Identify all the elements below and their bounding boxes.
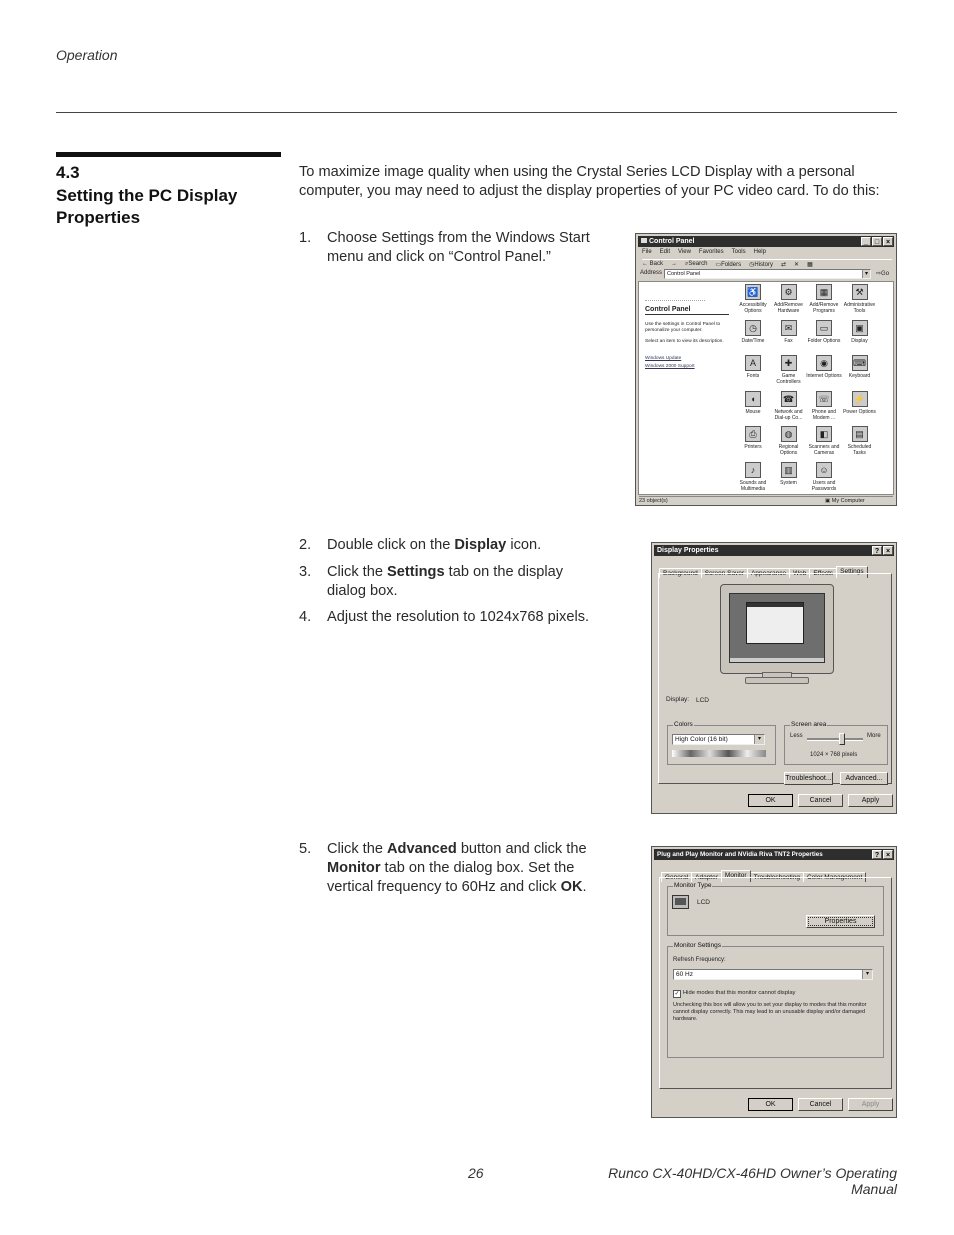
running-header: Operation xyxy=(56,47,118,63)
screen-area-group xyxy=(784,721,888,765)
cp-item-icon: ▭ xyxy=(816,320,832,336)
status-location: ▣ My Computer xyxy=(825,498,865,504)
step-number: 5. xyxy=(299,841,312,857)
ok-button[interactable]: OK xyxy=(748,1098,793,1111)
cp-item-regional-options[interactable] xyxy=(771,426,807,456)
cp-item-icon: ⌨ xyxy=(852,355,868,371)
folder-icon xyxy=(641,238,647,243)
step-1 xyxy=(299,229,619,269)
cp-item-label: Folder Options xyxy=(807,337,841,344)
intro-paragraph: To maximize image quality when using the Crystal Series LCD Display with a personal computer, you may need to adjust the display properties of your PC video card. To do this: xyxy=(299,164,880,199)
hide-modes-label: Hide modes that this monitor cannot display xyxy=(683,990,796,996)
step-number: 3. xyxy=(299,564,312,580)
close-button[interactable]: × xyxy=(883,237,893,246)
cp-item-icon: ⚒ xyxy=(852,284,868,300)
tab-adapter[interactable]: Adapter xyxy=(691,872,722,882)
cp-item-display[interactable] xyxy=(842,320,878,344)
cp-item-label: Scheduled Tasks xyxy=(847,444,872,456)
monitor-screen xyxy=(729,593,825,663)
cp-item-label: System xyxy=(780,479,797,486)
address-field[interactable]: Control Panel ▾ xyxy=(664,269,871,279)
step-5 xyxy=(299,840,619,900)
cp-item-label: Date/Time xyxy=(741,337,765,344)
cp-item-icon: ◷ xyxy=(745,320,761,336)
preview-window xyxy=(746,602,804,644)
cp-item-label: Display xyxy=(851,337,868,344)
address-label: Address xyxy=(640,270,663,276)
views-icon[interactable]: ▦ xyxy=(807,262,813,268)
step-4 xyxy=(299,608,619,628)
step-text: Double click on the Display icon. xyxy=(327,537,542,553)
cp-item-icon: ⎙ xyxy=(745,426,761,442)
chevron-down-icon[interactable]: ▾ xyxy=(754,735,764,744)
colors-group xyxy=(667,721,776,765)
status-bar xyxy=(639,496,893,506)
cp-item-keyboard[interactable] xyxy=(842,355,878,379)
cp-item-add-remove-hardware[interactable] xyxy=(771,284,807,314)
cp-item-label: Mouse xyxy=(745,408,761,415)
cp-item-label: Printers xyxy=(744,444,762,450)
cp-item-game-controllers[interactable] xyxy=(771,355,807,385)
monitor-settings-label: Monitor Settings xyxy=(674,942,721,949)
resolution-value: 1024 × 768 pixels xyxy=(810,752,858,758)
cp-item-label: Phone and Modem ... xyxy=(811,408,837,421)
menu-tools[interactable]: Tools xyxy=(731,249,746,255)
monitor-preview xyxy=(720,584,834,674)
section-title: Setting the PC Display Properties xyxy=(56,186,238,227)
tab-effects[interactable]: Effects xyxy=(809,568,837,578)
side-text-2: Select an item to view its description. xyxy=(645,339,724,344)
window-title: Display Properties xyxy=(657,547,719,554)
cp-item-power-options[interactable] xyxy=(842,391,878,415)
history-button[interactable]: ◷History xyxy=(749,262,774,268)
control-panel-window xyxy=(635,233,897,506)
cp-item-icon: ✚ xyxy=(781,355,797,371)
cp-item-icon: ▤ xyxy=(852,426,868,442)
cp-item-icon: A xyxy=(745,355,761,371)
delete-icon[interactable]: ✕ xyxy=(794,262,800,268)
cp-item-accessibility-options[interactable] xyxy=(735,284,771,314)
menu-bar xyxy=(642,249,766,255)
step-text: Adjust the resolution to 1024x768 pixels. xyxy=(327,609,590,625)
cp-item-label: Fonts xyxy=(746,373,760,379)
page-number: 26 xyxy=(468,1165,484,1181)
cp-item-network-and-dial-up-co[interactable] xyxy=(771,391,807,421)
cancel-button[interactable]: Cancel xyxy=(798,1098,843,1111)
search-button[interactable]: ⌕Search xyxy=(685,261,708,267)
section-number: 4.3 xyxy=(56,163,80,182)
menu-help[interactable]: Help xyxy=(753,249,766,255)
cp-item-icon: ☏ xyxy=(816,391,832,407)
cp-item-scheduled-tasks[interactable] xyxy=(842,426,878,456)
cp-item-icon: ✉ xyxy=(781,320,797,336)
cancel-button[interactable]: Cancel xyxy=(798,794,843,807)
cp-item-system[interactable] xyxy=(771,462,807,486)
tab-monitor[interactable]: Monitor xyxy=(721,870,751,882)
status-object-count: 23 object(s) xyxy=(639,498,668,504)
less-label: Less xyxy=(790,733,803,739)
cp-item-printers[interactable] xyxy=(735,426,771,450)
cp-item-fax[interactable] xyxy=(771,320,807,344)
tab-color-management[interactable]: Color Management xyxy=(803,872,866,882)
display-label: Display: xyxy=(666,696,690,703)
cp-item-folder-options[interactable] xyxy=(806,320,842,344)
cp-item-mouse[interactable] xyxy=(735,391,771,415)
toolbar xyxy=(642,259,892,268)
help-button[interactable]: ? xyxy=(872,546,882,555)
step-3 xyxy=(299,563,619,603)
cp-item-label: Add/Remove Programs xyxy=(809,302,839,314)
display-value: LCD xyxy=(696,697,710,704)
side-text-1: Use the settings in Control Panel to personalize your computer. xyxy=(645,322,721,333)
cp-item-label: Power Options xyxy=(843,408,876,415)
tab-settings[interactable]: Settings xyxy=(836,566,868,578)
header-rule xyxy=(56,112,897,113)
cp-item-label: Network and Dial-up Co... xyxy=(774,408,803,421)
cp-item-icon: ♿ xyxy=(745,284,761,300)
tab-background[interactable]: Background xyxy=(659,568,702,578)
cp-item-icon: ⚙ xyxy=(781,284,797,300)
hide-modes-checkbox[interactable]: ✓ xyxy=(674,991,680,997)
footer-title: Runco CX-40HD/CX-46HD Owner’s Operating Manual xyxy=(608,1165,897,1197)
apply-button[interactable]: Apply xyxy=(848,794,893,807)
menu-file[interactable]: File xyxy=(642,249,652,255)
step-number: 4. xyxy=(299,609,312,625)
refresh-frequency-select[interactable]: 60 Hz ▾ xyxy=(673,969,873,980)
cp-item-icon: ▥ xyxy=(781,462,797,478)
settings-panel xyxy=(658,573,892,784)
close-button[interactable]: × xyxy=(883,850,893,859)
minimize-button[interactable]: _ xyxy=(861,237,871,246)
cp-item-phone-and-modem[interactable] xyxy=(806,391,842,421)
troubleshoot-button[interactable]: Troubleshoot... xyxy=(784,772,833,785)
cp-item-scanners-and-cameras[interactable] xyxy=(806,426,842,456)
step-number: 1. xyxy=(299,230,312,246)
go-button[interactable]: ⇨Go xyxy=(876,271,890,277)
forward-icon[interactable]: → xyxy=(671,261,678,267)
cp-item-label: Fax xyxy=(784,337,793,344)
window-title: Control Panel xyxy=(649,238,695,245)
colors-label: Colors xyxy=(674,721,693,728)
monitor-properties-dialog xyxy=(651,846,897,1118)
tab-web[interactable]: Web xyxy=(789,568,810,578)
cp-item-icon: ◉ xyxy=(816,355,832,371)
control-panel-titlebar xyxy=(638,236,894,247)
monitor-icon xyxy=(672,895,689,909)
cp-item-label: Scanners and Cameras xyxy=(808,444,840,456)
cp-item-label: Add/Remove Hardware xyxy=(774,302,803,314)
ok-button[interactable]: OK xyxy=(748,794,793,807)
cp-item-users-and-passwords[interactable] xyxy=(806,462,842,492)
monitor-type-group xyxy=(667,882,884,936)
cp-item-icon: ◖ xyxy=(745,391,761,407)
side-title: Control Panel xyxy=(645,306,729,315)
cp-item-icon: ☎ xyxy=(781,391,797,407)
help-button[interactable]: ? xyxy=(872,850,882,859)
preview-taskbar xyxy=(730,658,824,662)
properties-button[interactable]: Properties xyxy=(806,915,875,928)
cp-item-label: Internet Options xyxy=(806,373,842,379)
monitor-stand xyxy=(745,677,809,684)
section-bar xyxy=(56,152,281,157)
advanced-button[interactable]: Advanced... xyxy=(840,772,888,785)
back-button[interactable]: ← Back xyxy=(642,261,664,267)
cp-item-icon: ⚡ xyxy=(852,391,868,407)
tab-general[interactable]: General xyxy=(661,872,692,882)
warning-text: Unchecking this box will allow you to set your display to modes that this monitor cannot display correctly. This may lead to an unusable display and/or damaged hardware. xyxy=(673,1002,867,1022)
close-button[interactable]: × xyxy=(883,546,893,555)
screen-area-label: Screen area xyxy=(791,721,827,728)
tab-troubleshooting[interactable]: Troubleshooting xyxy=(750,872,804,882)
tab-screen-saver[interactable]: Screen Saver xyxy=(701,568,748,578)
apply-button[interactable]: Apply xyxy=(848,1098,893,1111)
monitor-properties-titlebar xyxy=(654,849,894,860)
display-properties-dialog xyxy=(651,542,897,814)
monitor-name: LCD xyxy=(697,899,711,906)
folders-button[interactable]: ▭Folders xyxy=(715,262,742,268)
cp-item-administrative-tools[interactable] xyxy=(842,284,878,314)
cp-item-icon: ▦ xyxy=(816,284,832,300)
step-2 xyxy=(299,536,619,556)
cp-item-label: Regional Options xyxy=(778,444,799,456)
colors-select[interactable]: High Color (16 bit) ▾ xyxy=(672,734,765,745)
step-text: Click the Advanced button and click the Monitor tab on the dialog box. Set the vertical frequency to 60Hz and click OK. xyxy=(327,841,587,895)
windows-support-link[interactable]: Windows 2000 Support xyxy=(645,364,695,369)
windows-update-link[interactable]: Windows Update xyxy=(645,356,682,361)
cp-item-fonts[interactable] xyxy=(735,355,771,379)
content-pane xyxy=(638,281,894,495)
menu-view[interactable]: View xyxy=(678,249,691,255)
cp-item-label: Users and Passwords xyxy=(811,479,837,492)
maximize-button[interactable]: □ xyxy=(872,237,882,246)
monitor-type-label: Monitor Type xyxy=(674,882,712,889)
window-title: Plug and Play Monitor and NVidia Riva TNT2 Properties xyxy=(657,851,823,858)
resolution-slider-thumb[interactable] xyxy=(839,733,845,745)
chevron-down-icon[interactable]: ▾ xyxy=(862,970,872,979)
cp-item-label: Game Controllers xyxy=(776,373,801,385)
refresh-label: Refresh Frequency: xyxy=(673,957,726,963)
monitor-panel xyxy=(659,877,892,1089)
cp-item-label: Administrative Tools xyxy=(843,302,876,314)
step-text: Click the Settings tab on the display dialog box. xyxy=(327,564,564,599)
move-icon[interactable]: ⇄ xyxy=(781,262,787,268)
cp-item-label: Keyboard xyxy=(848,373,871,379)
cp-item-internet-options[interactable] xyxy=(806,355,842,379)
step-text: Choose Settings from the Windows Start menu and click on “Control Panel.” xyxy=(327,230,590,265)
cp-item-icon: ▣ xyxy=(852,320,868,336)
monitor-settings-group xyxy=(667,942,884,1058)
cp-item-icon: ☺ xyxy=(816,462,832,478)
resolution-slider-track[interactable] xyxy=(807,738,863,741)
cp-item-label: Accessibility Options xyxy=(739,302,767,314)
cp-item-add-remove-programs[interactable] xyxy=(806,284,842,314)
tab-appearance[interactable]: Appearance xyxy=(747,568,790,578)
menu-edit[interactable]: Edit xyxy=(659,249,671,255)
cp-item-label: Sounds and Multimedia xyxy=(739,479,767,492)
cp-item-icon: ◧ xyxy=(816,426,832,442)
cp-item-sounds-and-multimedia[interactable] xyxy=(735,462,771,492)
cp-item-date-time[interactable] xyxy=(735,320,771,344)
more-label: More xyxy=(867,733,881,739)
menu-favorites[interactable]: Favorites xyxy=(698,249,724,255)
chevron-down-icon[interactable]: ▾ xyxy=(862,270,870,278)
cp-item-icon: ♪ xyxy=(745,462,761,478)
cp-item-icon: ◍ xyxy=(781,426,797,442)
display-properties-titlebar xyxy=(654,545,894,556)
step-number: 2. xyxy=(299,537,312,553)
control-panel-banner-icon xyxy=(645,286,705,301)
color-gradient-bar xyxy=(672,750,766,757)
